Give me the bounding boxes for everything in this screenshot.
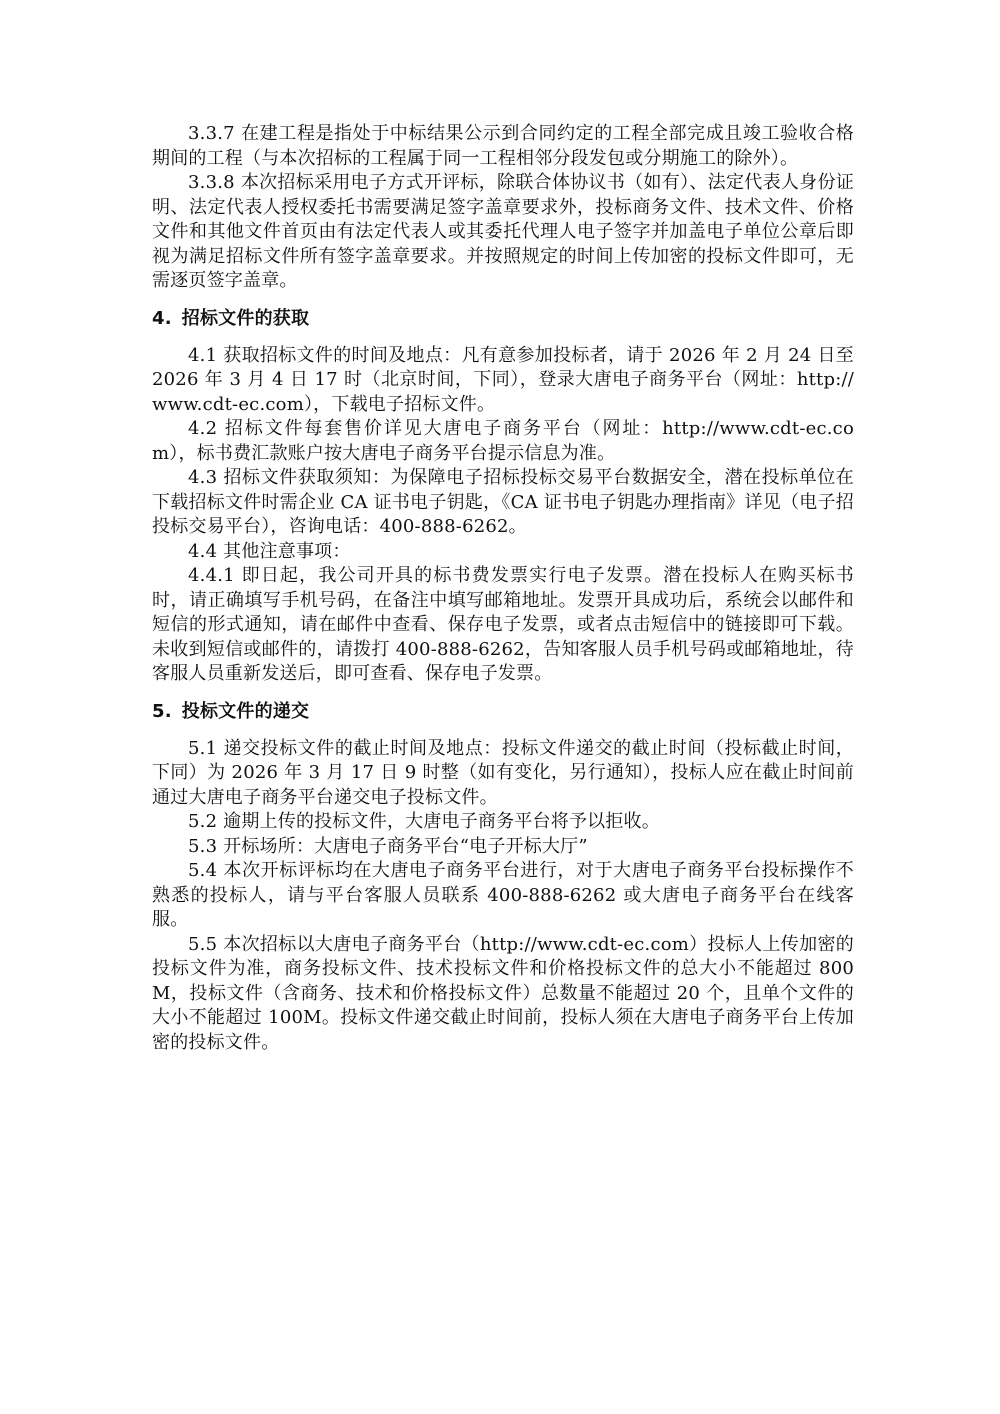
clause-4-4: 4.4 其他注意事项： xyxy=(188,540,351,562)
section-5-heading xyxy=(152,700,854,724)
clause-4-3: 4.3 招标文件获取须知：为保障电子招标投标交易平台数据安全，潜在投标单位在下载招标文件时需企业 CA 证书电子钥匙，《CA 证书电子钥匙办理指南》详见（电子招投标交易平台），咨询电话：400-888-6262。 xyxy=(152,467,854,537)
clause-4-4-1: 4.4.1 即日起，我公司开具的标书费发票实行电子发票。潜在投标人在购买标书时，请正确填写手机号码，在备注中填写邮箱地址。发票开具成功后，系统会以邮件和短信的形式通知，请在邮件中查看、保存电子发票，或者点击短信中的链接即可下载。未收到短信或邮件的，请拨打 400-888-6262，告知客服人员手机号码或邮箱地址，待客服人员重新发送后，即可查看、保存电子发票。 xyxy=(152,565,854,684)
document-page xyxy=(152,122,854,1055)
section-4-number: 4. xyxy=(152,307,172,329)
clause-5-1: 5.1 递交投标文件的截止时间及地点：投标文件递交的截止时间（投标截止时间，下同）为 2026 年 3 月 17 日 9 时整（如有变化，另行通知），投标人应在截止时间前通过大唐电子商务平台递交电子投标文件。 xyxy=(152,737,854,808)
clause-5-2: 5.2 逾期上传的投标文件，大唐电子商务平台将予以拒收。 xyxy=(188,811,660,832)
clause-3-3-8: 3.3.8 本次招标采用电子方式开评标，除联合体协议书（如有）、法定代表人身份证明、法定代表人授权委托书需要满足签字盖章要求外，投标商务文件、技术文件、价格文件和其他文件首页由有法定代表人或其委托代理人电子签字并加盖电子单位公章后即视为满足招标文件所有签字盖章要求。并按照规定的时间上传加密的投标文件即可，无需逐页签字盖章。 xyxy=(152,172,854,291)
clause-4-2: 4.2 招标文件每套售价详见大唐电子商务平台（网址：http://www.cdt-ec.com），标书费汇款账户按大唐电子商务平台提示信息为准。 xyxy=(152,418,854,464)
clause-3-3-7: 3.3.7 在建工程是指处于中标结果公示到合同约定的工程全部完成且竣工验收合格期间的工程（与本次招标的工程属于同一工程相邻分段发包或分期施工的除外）。 xyxy=(152,123,854,169)
clause-5-3: 5.3 开标场所：大唐电子商务平台“电子开标大厅” xyxy=(188,835,588,857)
section-4-heading xyxy=(152,307,854,331)
section-5-title: 投标文件的递交 xyxy=(181,700,310,722)
clause-5-4: 5.4 本次开标评标均在大唐电子商务平台进行，对于大唐电子商务平台投标操作不熟悉的投标人，请与平台客服人员联系 400-888-6262 或大唐电子商务平台在线客服。 xyxy=(152,860,854,930)
section-4-title: 招标文件的获取 xyxy=(181,307,310,329)
clause-4-1: 4.1 获取招标文件的时间及地点：凡有意参加投标者，请于 2026 年 2 月 24 日至 2026 年 3 月 4 日 17 时（北京时间，下同），登录大唐电子商务平台（网址：http://www.cdt-ec.com），下载电子招标文件。 xyxy=(152,344,854,415)
clause-5-5: 5.5 本次招标以大唐电子商务平台（http://www.cdt-ec.com）投标人上传加密的投标文件为准，商务投标文件、技术投标文件和价格投标文件的总大小不能超过 800M，投标文件（含商务、技术和价格投标文件）总数量不能超过 20 个，且单个文件的大小不能超过 100M。投标文件递交截止时间前，投标人须在大唐电子商务平台上传加密的投标文件。 xyxy=(152,933,854,1053)
section-5-number: 5. xyxy=(152,700,172,722)
